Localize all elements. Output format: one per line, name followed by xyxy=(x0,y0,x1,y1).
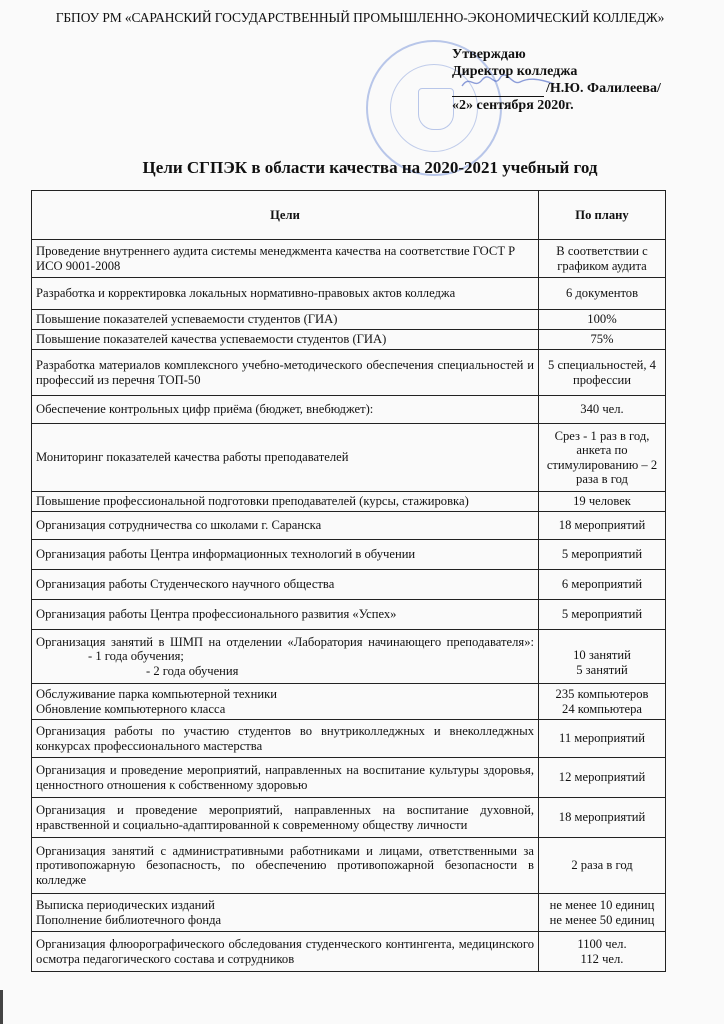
goal-cell xyxy=(32,630,539,684)
approval-line-2: Директор колледжа xyxy=(452,64,578,79)
goal-cell: Разработка и корректировка локальных нормативно-правовых актов колледжа xyxy=(32,278,539,310)
goal-cell: Организация и проведение мероприятий, направленных на воспитание культуры здоровья, ценностного отношения к собственному здоровью xyxy=(32,758,539,798)
plan-cell: 18 мероприятий xyxy=(539,798,666,838)
table-row xyxy=(32,894,666,932)
plan-value: не менее 50 единиц xyxy=(549,912,655,927)
approval-block xyxy=(452,46,661,114)
table-row xyxy=(32,540,666,570)
goal-cell: Обеспечение контрольных цифр приёма (бюджет, внебюджет): xyxy=(32,396,539,424)
plan-cell: 75% xyxy=(539,330,666,350)
plan-cell: В соответствии с графиком аудита xyxy=(539,240,666,278)
plan-cell: 12 мероприятий xyxy=(539,758,666,798)
plan-value: 235 компьютеров xyxy=(555,687,649,701)
goal-subitem: - 2 года обучения xyxy=(146,663,239,678)
goal-cell: Организация работы Центра профессионального развития «Успех» xyxy=(32,600,539,630)
goal-cell: Проведение внутреннего аудита системы менеджмента качества на соответствие ГОСТ Р ИСО 9001-2008 xyxy=(32,240,539,278)
goal-cell: Организация работы Центра информационных технологий в обучении xyxy=(32,540,539,570)
table-row xyxy=(32,492,666,512)
goal-text: Обновление компьютерного класса xyxy=(36,701,226,716)
table-row xyxy=(32,798,666,838)
goal-text: Выписка периодических изданий xyxy=(36,898,215,912)
table-row xyxy=(32,758,666,798)
college-header: ГБПОУ РМ «САРАНСКИЙ ГОСУДАРСТВЕННЫЙ ПРОМЫШЛЕННО-ЭКОНОМИЧЕСКИЙ КОЛЛЕДЖ» xyxy=(55,10,665,25)
director-name: /Н.Ю. Фалилеева/ xyxy=(546,81,661,96)
column-header-goals: Цели xyxy=(32,191,539,240)
table-row xyxy=(32,330,666,350)
quality-goals-table xyxy=(31,190,666,972)
emblem-icon xyxy=(418,88,454,130)
approval-line-1: Утверждаю xyxy=(452,47,526,62)
table-row xyxy=(32,396,666,424)
plan-cell: 5 мероприятий xyxy=(539,600,666,630)
table-row xyxy=(32,570,666,600)
table-row xyxy=(32,684,666,720)
plan-cell: 340 чел. xyxy=(539,396,666,424)
goal-cell: Организация работы Студенческого научного общества xyxy=(32,570,539,600)
table-row xyxy=(32,512,666,540)
plan-value: не менее 10 единиц xyxy=(549,898,655,912)
goal-cell: Организация сотрудничества со школами г. Саранска xyxy=(32,512,539,540)
plan-cell: 11 мероприятий xyxy=(539,720,666,758)
goal-subitem: - 1 года обучения; xyxy=(88,649,184,664)
goal-cell: Организация работы по участию студентов во внутриколледжных и внеколледжных конкурсах профессионального мастерства xyxy=(32,720,539,758)
goal-cell: Организация флюорографического обследования студенческого контингента, медицинского осмотра педагогического состава и сотрудников xyxy=(32,932,539,972)
plan-cell: 18 мероприятий xyxy=(539,512,666,540)
plan-cell: 100% xyxy=(539,310,666,330)
goal-cell: Организация занятий с административными работниками и лицами, ответственными за противопожарную безопасность, по обеспечению противопожарной безопасности в колледже xyxy=(32,838,539,894)
goal-cell: Организация и проведение мероприятий, направленных на воспитание духовной, нравственной и социально-адаптированной к современному обществу личности xyxy=(32,798,539,838)
plan-value: 1100 чел. xyxy=(577,937,627,951)
table-row xyxy=(32,720,666,758)
table-row xyxy=(32,310,666,330)
document-title: Цели СГПЭК в области качества на 2020-2021 учебный год xyxy=(142,158,598,177)
goal-text: Обслуживание парка компьютерной техники xyxy=(36,687,277,701)
plan-cell xyxy=(539,932,666,972)
table-row xyxy=(32,240,666,278)
goal-text: Пополнение библиотечного фонда xyxy=(36,912,222,927)
plan-value: 112 чел. xyxy=(580,951,624,966)
goal-cell: Повышение профессиональной подготовки преподавателей (курсы, стажировка) xyxy=(32,492,539,512)
plan-cell: 5 специальностей, 4 профессии xyxy=(539,350,666,396)
goal-cell: Мониторинг показателей качества работы преподавателей xyxy=(32,424,539,492)
goal-cell xyxy=(32,894,539,932)
scan-edge-mark xyxy=(0,990,3,1024)
plan-cell: 6 документов xyxy=(539,278,666,310)
plan-cell: Срез - 1 раз в год, анкета по стимулированию – 2 раза в год xyxy=(539,424,666,492)
goal-cell: Повышение показателей качества успеваемости студентов (ГИА) xyxy=(32,330,539,350)
table-row xyxy=(32,278,666,310)
goal-text: Организация занятий в ШМП на отделении «Лаборатория начинающего преподавателя»: xyxy=(36,634,534,649)
table-row xyxy=(32,424,666,492)
plan-value: 24 компьютера xyxy=(562,701,642,716)
plan-value: 5 занятий xyxy=(576,662,628,677)
plan-cell: 5 мероприятий xyxy=(539,540,666,570)
plan-cell xyxy=(539,630,666,684)
plan-cell xyxy=(539,894,666,932)
plan-cell: 2 раза в год xyxy=(539,838,666,894)
plan-cell: 19 человек xyxy=(539,492,666,512)
plan-cell: 6 мероприятий xyxy=(539,570,666,600)
column-header-plan: По плану xyxy=(539,191,666,240)
approval-line-4: «2» сентября 2020г. xyxy=(452,98,574,113)
table-row xyxy=(32,932,666,972)
table-row xyxy=(32,350,666,396)
goal-cell xyxy=(32,684,539,720)
approval-line-3 xyxy=(452,80,661,97)
table-row xyxy=(32,838,666,894)
plan-cell xyxy=(539,684,666,720)
table-header-row xyxy=(32,191,666,240)
goal-cell: Разработка материалов комплексного учебно-методического обеспечения специальностей и профессий из перечня ТОП-50 xyxy=(32,350,539,396)
goal-cell: Повышение показателей успеваемости студентов (ГИА) xyxy=(32,310,539,330)
plan-value: 10 занятий xyxy=(573,648,631,662)
table-row xyxy=(32,630,666,684)
table-row xyxy=(32,600,666,630)
